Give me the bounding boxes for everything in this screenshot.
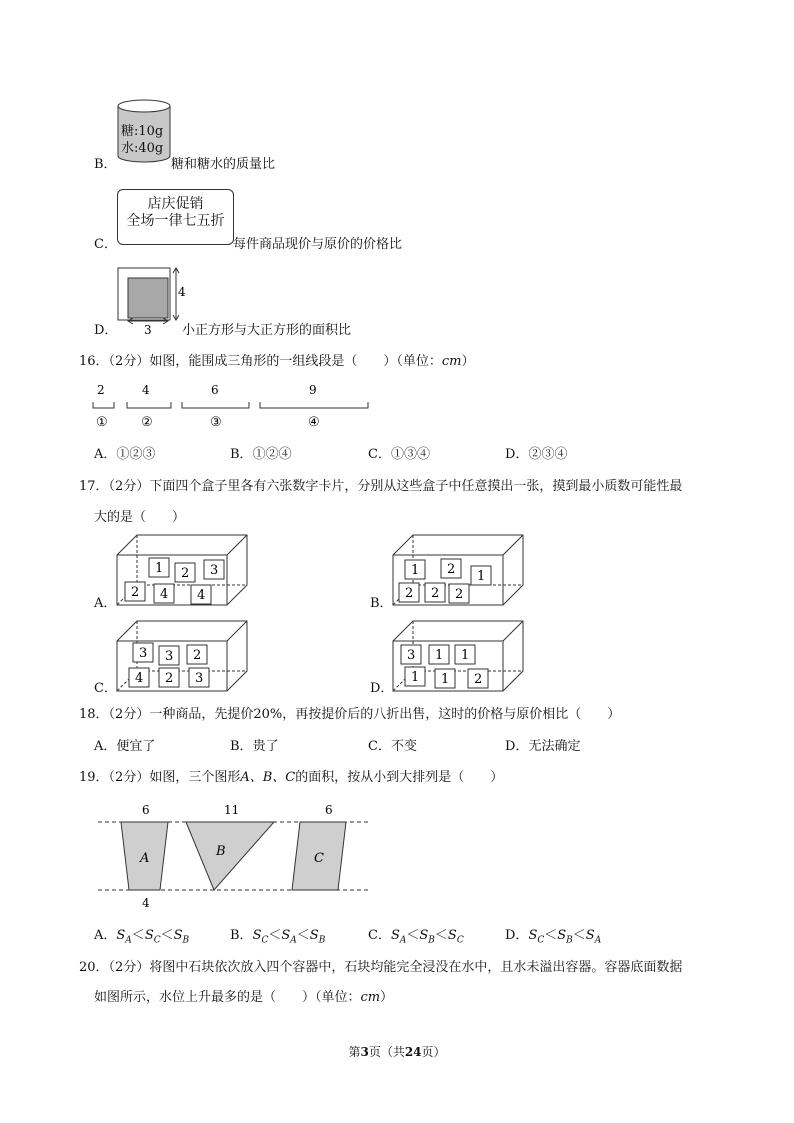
total-pages: 24: [404, 1045, 422, 1059]
jar-water-label: 水:40g: [121, 141, 164, 156]
jar-sugar-label: 糖:10g: [121, 124, 164, 139]
card: 1: [411, 563, 420, 578]
q17-option-d-letter[interactable]: D．: [370, 681, 394, 696]
q17-option-a-letter[interactable]: A．: [94, 596, 117, 611]
q16-option-c[interactable]: C．①③④: [368, 447, 430, 462]
card: 2: [447, 562, 456, 577]
q18-stem: 18．（2分）一种商品，先提价20%，再按提价后的八折出售，这时的价格与原价相比（ ）: [79, 707, 621, 722]
shape-a-bottom-length: 4: [142, 896, 150, 910]
q15-option-b-letter: B．: [94, 157, 117, 172]
card: 2: [181, 566, 190, 581]
q16-option-b[interactable]: B．①②④: [230, 447, 292, 462]
card: 1: [435, 648, 444, 663]
q15-option-c-caption: 每件商品现价与原价的价格比: [233, 237, 403, 252]
big-square-side-label: 4: [178, 285, 186, 299]
q18-option-d[interactable]: D．无法确定: [505, 739, 581, 754]
promotion-sign: [117, 189, 234, 245]
card: 2: [131, 585, 140, 600]
shape-a-top-length: 6: [142, 803, 150, 817]
q17-stem-line1: 17．（2分）下面四个盒子里各有六张数字卡片，分别从这些盒子中任意摸出一张，摸到最小质数可能性最: [79, 479, 683, 494]
card: 3: [210, 563, 219, 578]
q15-option-d-letter: D．: [94, 323, 118, 338]
card: 2: [193, 648, 202, 663]
card: 3: [139, 646, 148, 661]
q20-stem-line2: 如图所示，水位上升最多的是（ ）（单位：cm）: [94, 990, 394, 1005]
q18-option-b[interactable]: B．贵了: [230, 739, 279, 754]
q18-option-c[interactable]: C．不变: [368, 739, 417, 754]
card: 4: [197, 588, 206, 603]
shape-b-top-length: 11: [224, 803, 240, 817]
segment-3-mark: ③: [210, 415, 222, 430]
promotion-sign-text: 全场一律七五折: [126, 213, 225, 229]
segment-2-mark: ②: [141, 415, 153, 430]
q19-option-a[interactable]: A．$S_A<S_C<S_B$: [94, 928, 190, 946]
segment-1-mark: ①: [96, 415, 108, 430]
card: 2: [431, 586, 440, 601]
card-box-b: [391, 533, 526, 609]
card-box-c: [115, 619, 250, 695]
segment-3-length: 6: [211, 383, 219, 397]
q20-unit: cm: [360, 990, 381, 1005]
promotion-sign-title: 店庆促销: [147, 196, 204, 212]
q17-stem-line2: 大的是（ ）: [94, 510, 186, 525]
q15-option-c-letter: C．: [94, 237, 117, 252]
card: 1: [441, 672, 450, 687]
sugar-water-jar-figure: [116, 98, 172, 164]
current-page-number: 3: [360, 1045, 369, 1059]
card: 1: [461, 648, 470, 663]
card: 2: [405, 586, 414, 601]
q16-unit: cm: [441, 354, 462, 369]
shape-c-label: C: [314, 851, 324, 866]
segment-4-mark: ④: [308, 415, 320, 430]
card: 4: [160, 587, 169, 602]
card: 2: [165, 671, 174, 686]
q17-option-c-letter[interactable]: C．: [94, 681, 117, 696]
card: 1: [155, 561, 164, 576]
segment-4-length: 9: [309, 383, 317, 397]
card: 3: [195, 671, 204, 686]
q17-option-b-letter[interactable]: B．: [370, 596, 393, 611]
shape-c-top-length: 6: [325, 803, 333, 817]
q15-option-b-caption: 糖和糖水的质量比: [171, 157, 276, 172]
card: 2: [455, 587, 464, 602]
area-shapes-figure: [96, 800, 376, 912]
card: 1: [411, 670, 420, 685]
segment-2-length: 4: [142, 383, 150, 397]
q19-variables: A、B、C: [240, 770, 296, 785]
q16-stem: 16．（2分）如图，能围成三角形的一组线段是（ ）（单位：cm）: [79, 354, 475, 369]
q19-stem: 19．（2分）如图，三个图形A、B、C的面积，按从小到大排列是（ ）: [79, 770, 504, 785]
segment-1-length: 2: [97, 383, 105, 397]
q15-option-d-caption: 小正方形与大正方形的面积比: [182, 323, 352, 338]
q19-option-b[interactable]: B．$S_C<S_A<S_B$: [230, 928, 326, 946]
q20-stem-line1: 20．（2分）将图中石块依次放入四个容器中，石块均能完全浸没在水中，且水未溢出容器。容器底面数据: [79, 960, 683, 975]
shape-b-label: B: [216, 844, 226, 859]
q16-option-a[interactable]: A．①②③: [94, 447, 156, 462]
q18-option-a[interactable]: A．便宜了: [94, 739, 156, 754]
line-segments-figure: [90, 380, 380, 430]
card: 4: [135, 671, 144, 686]
squares-figure: [116, 266, 186, 338]
small-square-side-label: 3: [144, 323, 152, 337]
card: 1: [477, 569, 486, 584]
shape-a-label: A: [140, 851, 150, 866]
page-footer: 第3页（共24页）: [348, 1045, 446, 1059]
q19-option-d[interactable]: D．$S_C<S_B<S_A$: [505, 928, 602, 946]
card-box-a: [115, 533, 250, 609]
card: 2: [474, 672, 483, 687]
card: 3: [407, 648, 416, 663]
q16-option-d[interactable]: D．②③④: [505, 447, 568, 462]
card: 3: [165, 649, 174, 664]
q19-option-c[interactable]: C．$S_A<S_B<S_C$: [368, 928, 464, 946]
card-box-d: [391, 619, 526, 695]
